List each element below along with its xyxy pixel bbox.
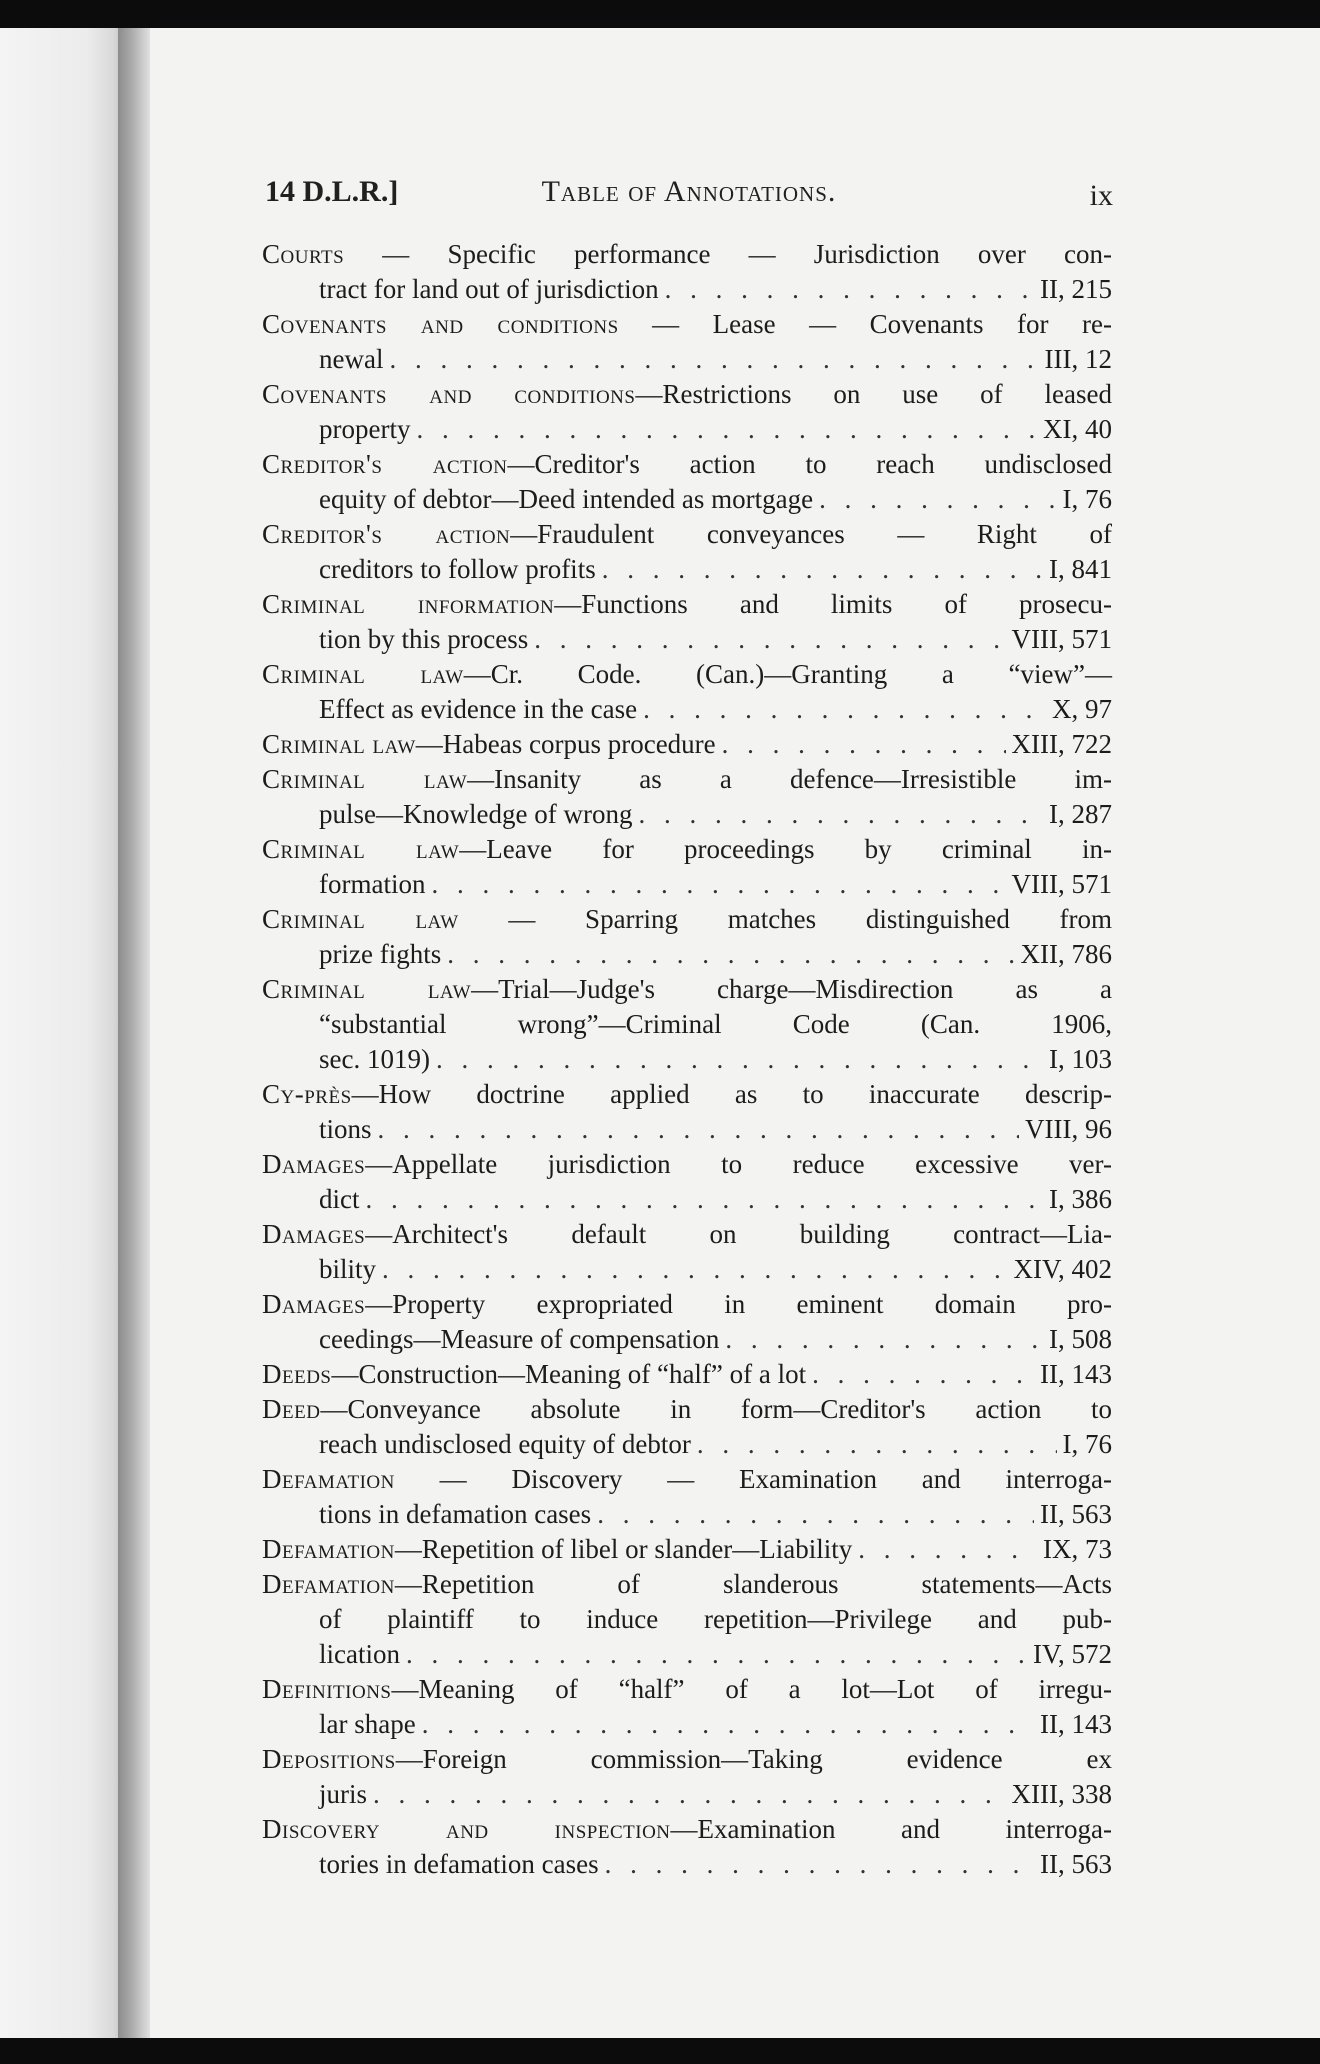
volume-page-reference: II, 143: [1040, 1709, 1112, 1739]
volume-page-reference: II, 143: [1040, 1359, 1112, 1389]
entry-line: [262, 622, 1112, 657]
leader-dots: [389, 342, 1038, 377]
entry-text: of plaintiff to induce repetition—Privilege and pub-: [319, 1604, 1112, 1634]
facing-page-edge: [0, 28, 124, 2038]
entry-text: Meaning of “half” of a lot—Lot of irregu-: [418, 1674, 1112, 1704]
entry-text: pulse—Knowledge of wrong: [319, 799, 633, 829]
leader-dots: [812, 1357, 1034, 1392]
entry-heading: Criminal law: [262, 764, 468, 794]
page-number: ix: [1089, 179, 1113, 212]
index-entry: [262, 587, 1112, 657]
entry-line: [262, 1462, 1112, 1497]
entry-heading: Defamation: [262, 1569, 395, 1599]
leader-dots: [373, 1777, 1006, 1812]
volume-page-reference: I, 103: [1049, 1044, 1112, 1074]
entry-heading: Depositions: [262, 1744, 396, 1774]
entry-text: tions in defamation cases: [319, 1499, 592, 1529]
leader-dots: [431, 867, 1005, 902]
entry-text: tories in defamation cases: [319, 1849, 599, 1879]
page-title: Table of Annotations.: [541, 175, 837, 208]
index-entry: [262, 762, 1112, 832]
entry-line: [262, 937, 1112, 972]
entry-heading: Criminal law: [262, 834, 460, 864]
entry-line: [262, 867, 1112, 902]
entry-line: [262, 1042, 1112, 1077]
entry-text: lar shape: [319, 1709, 416, 1739]
entry-text: equity of debtor—Deed intended as mortgage: [319, 484, 814, 514]
index-entry: [262, 972, 1112, 1077]
entry-line: [262, 1567, 1112, 1602]
entry-separator: —: [394, 1534, 422, 1564]
entry-heading: Discovery and inspection: [262, 1814, 671, 1844]
entry-heading: Creditor's action: [262, 519, 511, 549]
index-entry: [262, 237, 1112, 307]
entry-separator: —: [365, 1219, 393, 1249]
entry-text: newal: [319, 344, 384, 374]
index-entry: [262, 1392, 1112, 1462]
entry-heading: Covenants and conditions: [262, 379, 636, 409]
entry-text: Repetition of libel or slander—Liability: [421, 1534, 853, 1564]
entry-line: [262, 1392, 1112, 1427]
entry-text: Creditor's action to reach undisclosed: [534, 449, 1112, 479]
entry-text: prize fights: [319, 939, 442, 969]
volume-page-reference: VIII, 96: [1025, 1114, 1112, 1144]
leader-dots: [819, 482, 1056, 517]
entry-line: [262, 1777, 1112, 1812]
entry-separator: —: [554, 589, 582, 619]
index-entry: [262, 1672, 1112, 1742]
index-entry: [262, 1532, 1112, 1567]
entry-separator: —: [471, 974, 499, 1004]
entry-text: Trial—Judge's charge—Misdirection as a: [498, 974, 1112, 1004]
entry-line: [262, 1497, 1112, 1532]
entry-heading: Criminal law: [262, 904, 459, 934]
entry-line: [262, 1147, 1112, 1182]
entry-line: [262, 832, 1112, 867]
volume-page-reference: VIII, 571: [1011, 869, 1112, 899]
volume-page-reference: I, 508: [1049, 1324, 1112, 1354]
entry-line: [262, 797, 1112, 832]
entry-separator: —: [458, 904, 586, 934]
entry-heading: Deed: [262, 1394, 321, 1424]
volume-page-reference: I, 76: [1062, 1429, 1112, 1459]
entry-line: [262, 762, 1112, 797]
entry-line: [262, 1602, 1112, 1637]
entry-separator: —: [510, 519, 538, 549]
entry-text: Functions and limits of prosecu-: [581, 589, 1112, 619]
entry-line: [262, 1812, 1112, 1847]
leader-dots: [447, 937, 1014, 972]
entry-text: ceedings—Measure of compensation: [319, 1324, 720, 1354]
index-entry: [262, 1742, 1112, 1812]
entry-line: [262, 1252, 1112, 1287]
entry-heading: Defamation: [262, 1464, 395, 1494]
entry-line: [262, 412, 1112, 447]
entry-separator: —: [391, 1674, 419, 1704]
entry-text: bility: [319, 1254, 377, 1284]
leader-dots: [602, 552, 1043, 587]
leader-dots: [534, 622, 1005, 657]
index-entry: [262, 1812, 1112, 1882]
entry-text: Lease — Covenants for re-: [712, 309, 1112, 339]
leader-dots: [697, 1427, 1057, 1462]
volume-page-reference: I, 287: [1049, 799, 1112, 829]
entry-line: [262, 307, 1112, 342]
leader-dots: [722, 727, 1006, 762]
entry-heading: Criminal law: [262, 659, 464, 689]
entry-heading: Criminal law: [262, 729, 416, 759]
scan-border-top: [0, 0, 1320, 28]
index-entry: [262, 1217, 1112, 1287]
leader-dots: [436, 1042, 1043, 1077]
index-entry: [262, 1147, 1112, 1217]
entry-heading: Deeds: [262, 1359, 332, 1389]
entry-line: [262, 482, 1112, 517]
leader-dots: [416, 412, 1037, 447]
entry-text: sec. 1019): [319, 1044, 430, 1074]
entry-text: Architect's default on building contract—Lia-: [392, 1219, 1112, 1249]
entry-text: Conveyance absolute in form—Creditor's action to: [347, 1394, 1112, 1424]
entry-separator: —: [459, 834, 487, 864]
entry-line: [262, 902, 1112, 937]
entry-text: formation: [319, 869, 426, 899]
entry-line: [262, 972, 1112, 1007]
entry-line: [262, 1707, 1112, 1742]
volume-page-reference: XI, 40: [1043, 414, 1112, 444]
entry-text: Construction—Meaning of “half” of a lot: [358, 1359, 807, 1389]
entry-separator: —: [618, 309, 713, 339]
volume-page-reference: IX, 73: [1043, 1534, 1112, 1564]
entry-separator: —: [507, 449, 535, 479]
entry-separator: —: [463, 659, 491, 689]
index-entry: [262, 307, 1112, 377]
entry-heading: Creditor's action: [262, 449, 508, 479]
entry-line: [262, 1672, 1112, 1707]
entry-text: Repetition of slanderous statements—Acts: [421, 1569, 1112, 1599]
running-header: [265, 175, 1113, 225]
entry-separator: —: [320, 1394, 348, 1424]
entry-separator: —: [351, 1079, 379, 1109]
entry-line: [262, 377, 1112, 412]
leader-dots: [422, 1707, 1034, 1742]
volume-page-reference: IV, 572: [1032, 1639, 1112, 1669]
entry-text: dict: [319, 1184, 360, 1214]
volume-page-reference: I, 76: [1062, 484, 1112, 514]
entry-separator: —: [344, 239, 448, 269]
index-entry: [262, 1357, 1112, 1392]
entry-text: tract for land out of jurisdiction: [319, 274, 659, 304]
entry-heading: Damages: [262, 1289, 366, 1319]
entry-text: Foreign commission—Taking evidence ex: [422, 1744, 1112, 1774]
index-entry: [262, 447, 1112, 517]
entry-line: [262, 1217, 1112, 1252]
entry-text: Restrictions on use of leased: [662, 379, 1112, 409]
book-gutter-shadow: [118, 28, 154, 2038]
entry-text: lication: [319, 1639, 400, 1669]
volume-page-reference: XIII, 338: [1011, 1779, 1112, 1809]
index-entry: [262, 1287, 1112, 1357]
entry-line: [262, 1287, 1112, 1322]
entry-line: [262, 587, 1112, 622]
volume-page-reference: II, 563: [1040, 1849, 1112, 1879]
index-entry: [262, 902, 1112, 972]
volume-page-reference: II, 215: [1040, 274, 1112, 304]
entry-text: Leave for proceedings by criminal in-: [486, 834, 1112, 864]
entry-text: Specific performance — Jurisdiction over con-: [447, 239, 1112, 269]
index-entry: [262, 832, 1112, 902]
entry-text: Fraudulent conveyances — Right of: [537, 519, 1112, 549]
entry-line: [262, 657, 1112, 692]
entry-separator: —: [365, 1289, 393, 1319]
entry-line: [262, 1077, 1112, 1112]
index-entry: [262, 727, 1112, 762]
annotations-index: [262, 237, 1112, 1882]
entry-heading: Cy-près: [262, 1079, 352, 1109]
entry-text: Cr. Code. (Can.)—Granting a “view”—: [490, 659, 1112, 689]
index-entry: [262, 377, 1112, 447]
entry-line: [262, 727, 1112, 762]
entry-line: [262, 1847, 1112, 1882]
entry-separator: —: [394, 1464, 512, 1494]
index-entry: [262, 1462, 1112, 1532]
leader-dots: [378, 1112, 1020, 1147]
entry-text: reach undisclosed equity of debtor: [319, 1429, 691, 1459]
entry-line: [262, 272, 1112, 307]
entry-line: [262, 1112, 1112, 1147]
leader-dots: [725, 1322, 1043, 1357]
entry-separator: —: [395, 1744, 423, 1774]
volume-page-reference: X, 97: [1052, 694, 1112, 724]
entry-line: [262, 1637, 1112, 1672]
entry-line: [262, 1322, 1112, 1357]
entry-text: Discovery — Examination and interroga-: [511, 1464, 1112, 1494]
entry-text: Effect as evidence in the case: [319, 694, 638, 724]
entry-text: property: [319, 414, 411, 444]
entry-line: [262, 447, 1112, 482]
leader-dots: [605, 1847, 1034, 1882]
volume-page-reference: I, 841: [1049, 554, 1112, 584]
entry-line: [262, 1427, 1112, 1462]
index-entry: [262, 1077, 1112, 1147]
entry-separator: —: [331, 1359, 359, 1389]
entry-heading: Criminal information: [262, 589, 555, 619]
scan-border-bottom: [0, 2038, 1320, 2064]
entry-line: [262, 342, 1112, 377]
entry-line: [262, 1357, 1112, 1392]
entry-separator: —: [365, 1149, 393, 1179]
entry-text: “substantial wrong”—Criminal Code (Can. 1906,: [319, 1009, 1112, 1039]
volume-page-reference: VIII, 571: [1011, 624, 1112, 654]
volume-page-reference: II, 563: [1040, 1499, 1112, 1529]
entry-separator: —: [467, 764, 495, 794]
index-entry: [262, 1567, 1112, 1672]
entry-heading: Defamation: [262, 1534, 395, 1564]
entry-heading: Covenants and conditions: [262, 309, 619, 339]
volume-page-reference: III, 12: [1044, 344, 1112, 374]
leader-dots: [406, 1637, 1027, 1672]
entry-text: Appellate jurisdiction to reduce excessive ver-: [392, 1149, 1112, 1179]
entry-heading: Damages: [262, 1149, 366, 1179]
entry-text: Examination and interroga-: [697, 1814, 1112, 1844]
volume-page-reference: XIII, 722: [1011, 729, 1112, 759]
entry-text: Insanity as a defence—Irresistible im-: [494, 764, 1112, 794]
entry-line: [262, 1532, 1112, 1567]
entry-text: Property expropriated in eminent domain pro-: [392, 1289, 1112, 1319]
leader-dots: [366, 1182, 1044, 1217]
leader-dots: [665, 272, 1034, 307]
entry-heading: Damages: [262, 1219, 366, 1249]
index-entry: [262, 517, 1112, 587]
index-entry: [262, 657, 1112, 727]
entry-separator: —: [394, 1569, 422, 1599]
entry-separator: —: [635, 379, 663, 409]
entry-text: creditors to follow profits: [319, 554, 596, 584]
entry-line: [262, 552, 1112, 587]
entry-text: tion by this process: [319, 624, 529, 654]
entry-text: tions: [319, 1114, 372, 1144]
leader-dots: [382, 1252, 1007, 1287]
leader-dots: [638, 797, 1043, 832]
entry-text: Habeas corpus procedure: [442, 729, 716, 759]
entry-line: [262, 237, 1112, 272]
entry-line: [262, 692, 1112, 727]
leader-dots: [597, 1497, 1034, 1532]
volume-page-reference: XII, 786: [1020, 939, 1112, 969]
entry-separator: —: [415, 729, 443, 759]
entry-text: Sparring matches distinguished from: [585, 904, 1112, 934]
leader-dots: [858, 1532, 1037, 1567]
entry-separator: —: [670, 1814, 698, 1844]
entry-line: [262, 1182, 1112, 1217]
entry-text: How doctrine applied as to inaccurate descrip-: [378, 1079, 1112, 1109]
volume-page-reference: XIV, 402: [1013, 1254, 1112, 1284]
volume-page-reference: I, 386: [1049, 1184, 1112, 1214]
entry-heading: Courts: [262, 239, 345, 269]
entry-text: juris: [319, 1779, 368, 1809]
leader-dots: [643, 692, 1046, 727]
entry-line: [262, 1742, 1112, 1777]
entry-line: [262, 1007, 1112, 1042]
entry-heading: Definitions: [262, 1674, 392, 1704]
volume-reference: 14 D.L.R.]: [265, 175, 399, 208]
entry-line: [262, 517, 1112, 552]
entry-heading: Criminal law: [262, 974, 472, 1004]
